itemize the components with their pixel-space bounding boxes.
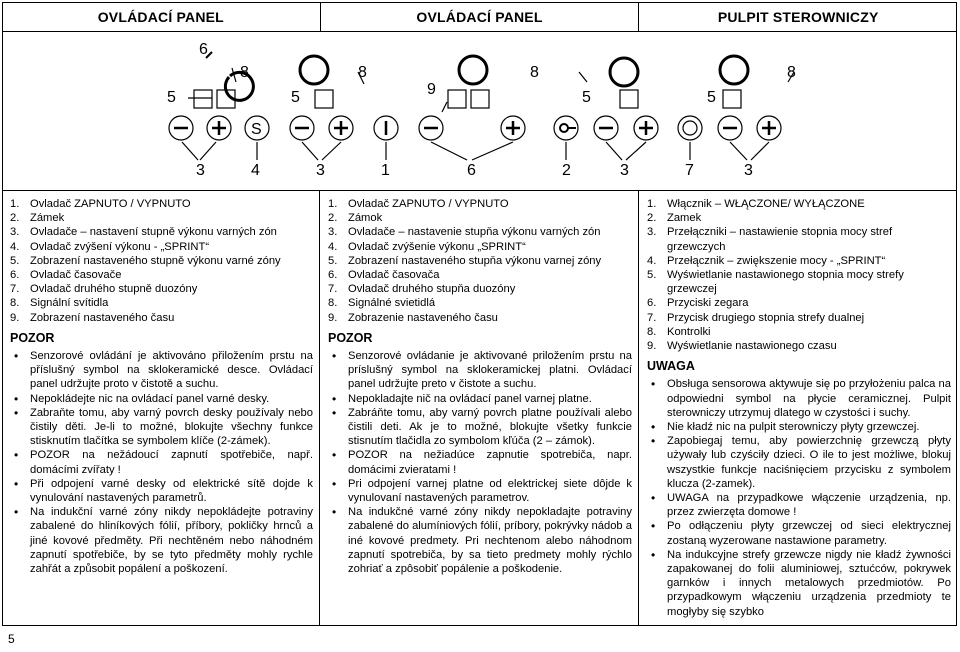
legend-item: 6. Ovladač časovača [328,269,440,282]
warning-item: • Na indukcyjne strefy grzewcze nigdy nie kładź żywności zapakowanej do folii aluminiowej, sztućców, pokrywek garnków i innych metalowych przedmiotów. Po przypadkowym włączeniu urządzenia przedmioty te mogłyby się szybko [647,548,951,619]
legend-item: 4. Ovladač zvýšení výkonu - „SPRINT“ [10,240,210,253]
label-3: 3 [744,162,753,179]
warning-item: • Obsługa sensorowa aktywuje się po przyłożeniu palca na odpowiedni symbol na płycie ceramicznej. Pulpit sterowniczy utrzymuj dlatego w czystości i suchy. [647,377,951,420]
legend-item: 6. Przyciski zegara [647,297,749,310]
warning-item: • Pri odpojení varnej platne od elektrickej siete dôjde k vynulovaní nastavených parametrov. [328,477,632,505]
timer-ring-icon [720,56,748,84]
legend-item: 8. Signální svítidla [10,297,109,310]
warning-item: • Senzorové ovládání je aktivováno přiložením prstu na příslušný symbol na sklokeramické desce. Ovládací panel udržujte proto v čistotě a suchu. [10,349,313,392]
label-5: 5 [167,89,176,106]
warning-item: • Nepokladajte nič na ovládací panel varnej platne. [328,392,632,406]
digit-display-icon [448,90,466,108]
label-5: 5 [291,89,300,106]
warning-item: • Zapobiegaj temu, aby powierzchnię grzewczą płyty używały lub czyściły dzieci. O ile to jest możliwe, blokuj wszystkie funkcje naciśnięciem przycisku z symbolem klucza (2-zamek). [647,434,951,491]
duozone-button[interactable] [678,116,702,140]
timer-ring-icon [459,56,487,84]
warning-item: • POZOR na nežiadúce zapnutie spotrebiča, napr. domácimi zvieratami ! [328,448,632,476]
warning-heading: UWAGA [647,359,695,374]
legend-list [10,197,313,325]
legend-item: 4. Ovladač zvýšenie výkonu „SPRINT“ [328,240,526,253]
legend-item: 3. Ovladače – nastavení stupně výkonu varných zón [10,226,277,239]
column-czech [2,190,320,626]
column-polish [639,190,957,626]
warning-item: • Na indukční varné zóny nikdy nepokládejte potraviny zabalené do hliníkových fólií, příbory, pokličky hrnců a jiné kovové předměty. Při nechtěném nebo náhodném zapnutí spotřebiče, by se tyto předměty mohly rychle zahřát a způsobit popálení a poškození. [10,505,313,576]
header-title-sk: OVLÁDACÍ PANEL [321,2,640,32]
warning-item: • Po odłączeniu płyty grzewczej od sieci elektrycznej zostaną wyzerowane nastawione parametry. [647,519,951,547]
label-3: 3 [620,162,629,179]
label-5: 5 [582,89,591,106]
warning-item: • Při odpojení varné desky od elektrické sítě dojde k vynulování nastavených parametrů. [10,477,313,505]
label-8: 8 [240,64,249,81]
legend-item: 5. Wyświetlanie nastawionego stopnia mocy strefy grzewczej [647,269,904,296]
label-1: 1 [381,162,390,179]
warning-item: • Zabráňte tomu, aby varný povrch platne používali alebo čistili deti. Ak je to možné, blokujte všetky funkcie stisnutím tlačidla zo symbolom kľúča (2 – zámok). [328,406,632,449]
header-title-pl: PULPIT STEROWNICZY [639,2,957,32]
legend-item: 2. Zámek [10,212,65,225]
warning-heading: POZOR [328,330,373,345]
control-panel-diagram [2,32,957,190]
warning-item: • Nie kładź nic na pulpit sterowniczy płyty grzewczej. [647,420,951,434]
legend-item: 1. Ovladač ZAPNUTO / VYPNUTO [328,198,509,210]
legend-list [647,197,951,353]
label-9: 9 [427,81,436,98]
svg-text:S: S [251,121,262,138]
legend-item: 4. Przełącznik – zwiększenie mocy - „SPRINT“ [647,254,886,267]
timer-ring-icon [610,58,638,86]
legend-item: 2. Zamek [647,212,702,225]
warning-item: • Nepokládejte nic na ovládací panel varné desky. [10,392,313,406]
legend-list [328,197,632,325]
legend-item: 9. Zobrazenie nastaveného času [328,311,498,324]
digit-display-icon [723,90,741,108]
legend-item: 5. Zobrazení nastaveného stupňa výkonu varnej zóny [328,254,602,267]
legend-item: 3. Ovladače – nastavenie stupňa výkonu varných zón [328,226,601,239]
legend-item: 7. Przycisk drugiego stopnia strefy dualnej [647,311,865,324]
legend-item: 9. Wyświetlanie nastawionego czasu [647,340,837,353]
digit-display-icon [194,90,212,108]
header-row [2,2,957,32]
warning-item: • Senzorové ovládanie je aktivované priložením prstu na príslušný symbol na sklokeramickej platni. Ovládací panel udržujte preto v čistote a suchu. [328,349,632,392]
legend-item: 1. Włącznik – WŁĄCZONE/ WYŁĄCZONE [647,198,865,210]
warning-item: • Na indukčné varné zóny nikdy nepokladajte potraviny zabalené do alumíniových fólií, príbory, pokrývky nádob a iné kovové predmety. Pri nechtenom alebo náhodnom zapnutí spotrebiča, by sa tieto predmety mohly rýchlo zohriať a zpôsobiť popálenie a poškodenie. [328,505,632,576]
label-5: 5 [707,89,716,106]
label-4: 4 [251,162,260,179]
panel-3-diagram [554,56,794,160]
warning-item: • Zabraňte tomu, aby varný povrch desky používaly nebo čistily děti. Je-li to možné, blokujte všechny funkce stisknutím tlačítka se symbolem klíče (2-zámek). [10,406,313,449]
legend-item: 2. Zámok [328,212,383,225]
header-title-cz: OVLÁDACÍ PANEL [2,2,321,32]
label-8: 8 [530,64,539,81]
panel-1-diagram [169,52,269,160]
panel-2-diagram [290,56,525,160]
legend-item: 6. Ovladač časovače [10,269,122,282]
label-7: 7 [685,162,694,179]
label-3: 3 [196,162,205,179]
legend-item: 7. Ovladač druhého stupně duozóny [10,283,198,296]
warning-list [328,349,632,576]
warning-list [647,377,951,618]
digit-display-icon [315,90,333,108]
label-8: 8 [358,64,367,81]
legend-item: 8. Signálné svietidlá [328,297,436,310]
legend-item: 1. Ovladač ZAPNUTO / VYPNUTO [10,198,191,210]
digit-display-icon [620,90,638,108]
label-8: 8 [787,64,796,81]
digit-display-icon [471,90,489,108]
warning-heading: POZOR [10,330,55,345]
warning-list [10,349,313,576]
legend-item: 8. Kontrolki [647,325,711,338]
label-6: 6 [199,41,208,58]
warning-item: • POZOR na nežádoucí zapnutí spotřebiče, např. domácími zvířaty ! [10,448,313,476]
label-6: 6 [467,162,476,179]
column-slovak [320,190,639,626]
label-2: 2 [562,162,571,179]
page-number: 5 [8,632,15,646]
warning-item: • UWAGA na przypadkowe włączenie urządzenia, np. przez zwierzęta domowe ! [647,491,951,519]
label-3: 3 [316,162,325,179]
legend-item: 7. Ovladač druhého stupňa duozóny [328,283,516,296]
legend-item: 3. Przełączniki – nastawienie stopnia mocy stref grzewczych [647,226,893,253]
legend-item: 9. Zobrazení nastaveného času [10,311,175,324]
legend-item: 5. Zobrazení nastaveného stupně výkonu varné zóny [10,254,281,267]
timer-ring-icon [300,56,328,84]
